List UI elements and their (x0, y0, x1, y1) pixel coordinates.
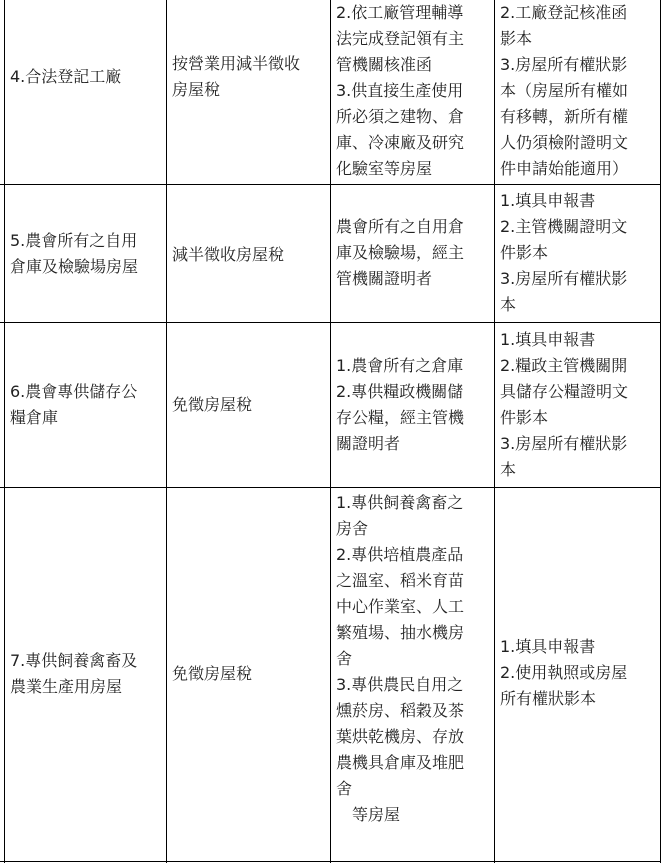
cell-text-line: 3.專供農民自用之 (336, 675, 464, 694)
cell-text-line: 件影本 (500, 243, 549, 262)
row-benefit-cell (172, 392, 252, 418)
cell-text-line: 2.依工廠管理輔導 (336, 3, 464, 22)
row-item-cell (10, 228, 138, 280)
cell-text-line: 燻菸房、稻穀及茶 (336, 701, 465, 720)
cell-text-line: 7.專供飼養禽畜及 (10, 651, 138, 670)
cell-text-line: 化驗室等房屋 (336, 159, 433, 178)
cell-text-line: 2.工廠登記核准函 (500, 3, 628, 22)
cell-text-line: 具儲存公糧證明文 (500, 382, 629, 401)
cell-text-line: 件影本 (500, 408, 549, 427)
cell-text-line: 1.專供飼養禽畜之 (336, 493, 464, 512)
cell-text-line: 3.供直接生產使用 (336, 81, 464, 100)
table-border-left (4, 0, 5, 863)
cell-text-line: 存公糧，經主管機 (336, 408, 465, 427)
cell-text-line: 2.糧政主管機關開 (500, 356, 628, 375)
cell-text-line: 影本 (500, 29, 533, 48)
row-conditions-cell (336, 490, 464, 828)
cell-text-line: 所必須之建物、倉 (336, 107, 465, 126)
row-benefit-cell (172, 51, 300, 103)
cell-text-line: 房屋稅 (172, 80, 221, 99)
cell-text-line: 所有權狀影本 (500, 689, 597, 708)
row-conditions-cell (336, 353, 464, 457)
row-documents-cell (500, 188, 627, 318)
cell-text-line: 管機關核准函 (336, 55, 433, 74)
cell-text-line: 4.合法登記工廠 (10, 67, 122, 86)
cell-text-line: 按營業用減半徵收 (172, 54, 301, 73)
row-divider (0, 322, 661, 323)
cell-text-line: 舍 (336, 779, 353, 798)
table-border-right (660, 0, 661, 863)
row-divider (0, 487, 661, 488)
row-item-cell (10, 379, 137, 431)
cell-text-line: 糧倉庫 (10, 408, 59, 427)
cell-text-line: 庫、冷凍廠及研究 (336, 133, 465, 152)
cell-text-line: 舍 (336, 649, 353, 668)
cell-text-line: 3.房屋所有權狀影 (500, 269, 628, 288)
cell-text-line: 倉庫及檢驗場房屋 (10, 257, 139, 276)
cell-text-line: 本 (500, 295, 517, 314)
row-documents-cell (500, 634, 627, 712)
row-conditions-cell (336, 214, 464, 292)
cell-text-line: 1.農會所有之倉庫 (336, 356, 464, 375)
cell-text-line: 1.填具申報書 (500, 637, 596, 656)
cell-text-line: 人仍須檢附證明文 (500, 133, 629, 152)
cell-text-line: 法完成登記領有主 (336, 29, 465, 48)
column-divider (494, 0, 495, 863)
row-benefit-cell (172, 661, 252, 687)
cell-text-line: 中心作業室、人工 (336, 597, 465, 616)
cell-text-line: 5.農會所有之自用 (10, 231, 138, 250)
column-divider (166, 0, 167, 863)
cell-text-line: 管機關證明者 (336, 269, 433, 288)
cell-text-line: 1.填具申報書 (500, 330, 596, 349)
cell-text-line: 2.使用執照或房屋 (500, 663, 628, 682)
row-documents-cell (500, 0, 628, 182)
cell-text-line: 關證明者 (336, 434, 401, 453)
row-divider (0, 184, 661, 185)
row-conditions-cell (336, 0, 464, 182)
cell-text-line: 農會所有之自用倉 (336, 217, 465, 236)
row-divider (0, 861, 661, 862)
cell-text-line: 2.專供糧政機關儲 (336, 382, 464, 401)
cell-text-line: 6.農會專供儲存公 (10, 382, 138, 401)
cell-text-line: 房舍 (336, 519, 369, 538)
column-divider (330, 0, 331, 863)
cell-text-line: 本（房屋所有權如 (500, 81, 629, 100)
cell-text-line: 農機具倉庫及堆肥 (336, 753, 465, 772)
cell-text-line: 農業生產用房屋 (10, 677, 123, 696)
cell-text-line: 繁殖場、抽水機房 (336, 623, 465, 642)
cell-text-line: 等房屋 (336, 805, 401, 824)
row-item-cell (10, 648, 137, 700)
row-item-cell (10, 64, 121, 90)
cell-text-line: 之溫室、稻米育苗 (336, 571, 465, 590)
cell-text-line: 有移轉，新所有權 (500, 107, 629, 126)
row-documents-cell (500, 327, 628, 483)
cell-text-line: 免徵房屋稅 (172, 664, 253, 683)
row-benefit-cell (172, 242, 284, 268)
cell-text-line: 免徵房屋稅 (172, 395, 253, 414)
cell-text-line: 3.房屋所有權狀影 (500, 434, 628, 453)
cell-text-line: 3.房屋所有權狀影 (500, 55, 628, 74)
cell-text-line: 2.主管機關證明文 (500, 217, 628, 236)
cell-text-line: 本 (500, 460, 517, 479)
cell-text-line: 減半徵收房屋稅 (172, 245, 285, 264)
cell-text-line: 1.填具申報書 (500, 191, 596, 210)
cell-text-line: 葉烘乾機房、存放 (336, 727, 465, 746)
cell-text-line: 庫及檢驗場，經主 (336, 243, 465, 262)
cell-text-line: 2.專供培植農產品 (336, 545, 464, 564)
cell-text-line: 件申請始能適用） (500, 159, 629, 178)
